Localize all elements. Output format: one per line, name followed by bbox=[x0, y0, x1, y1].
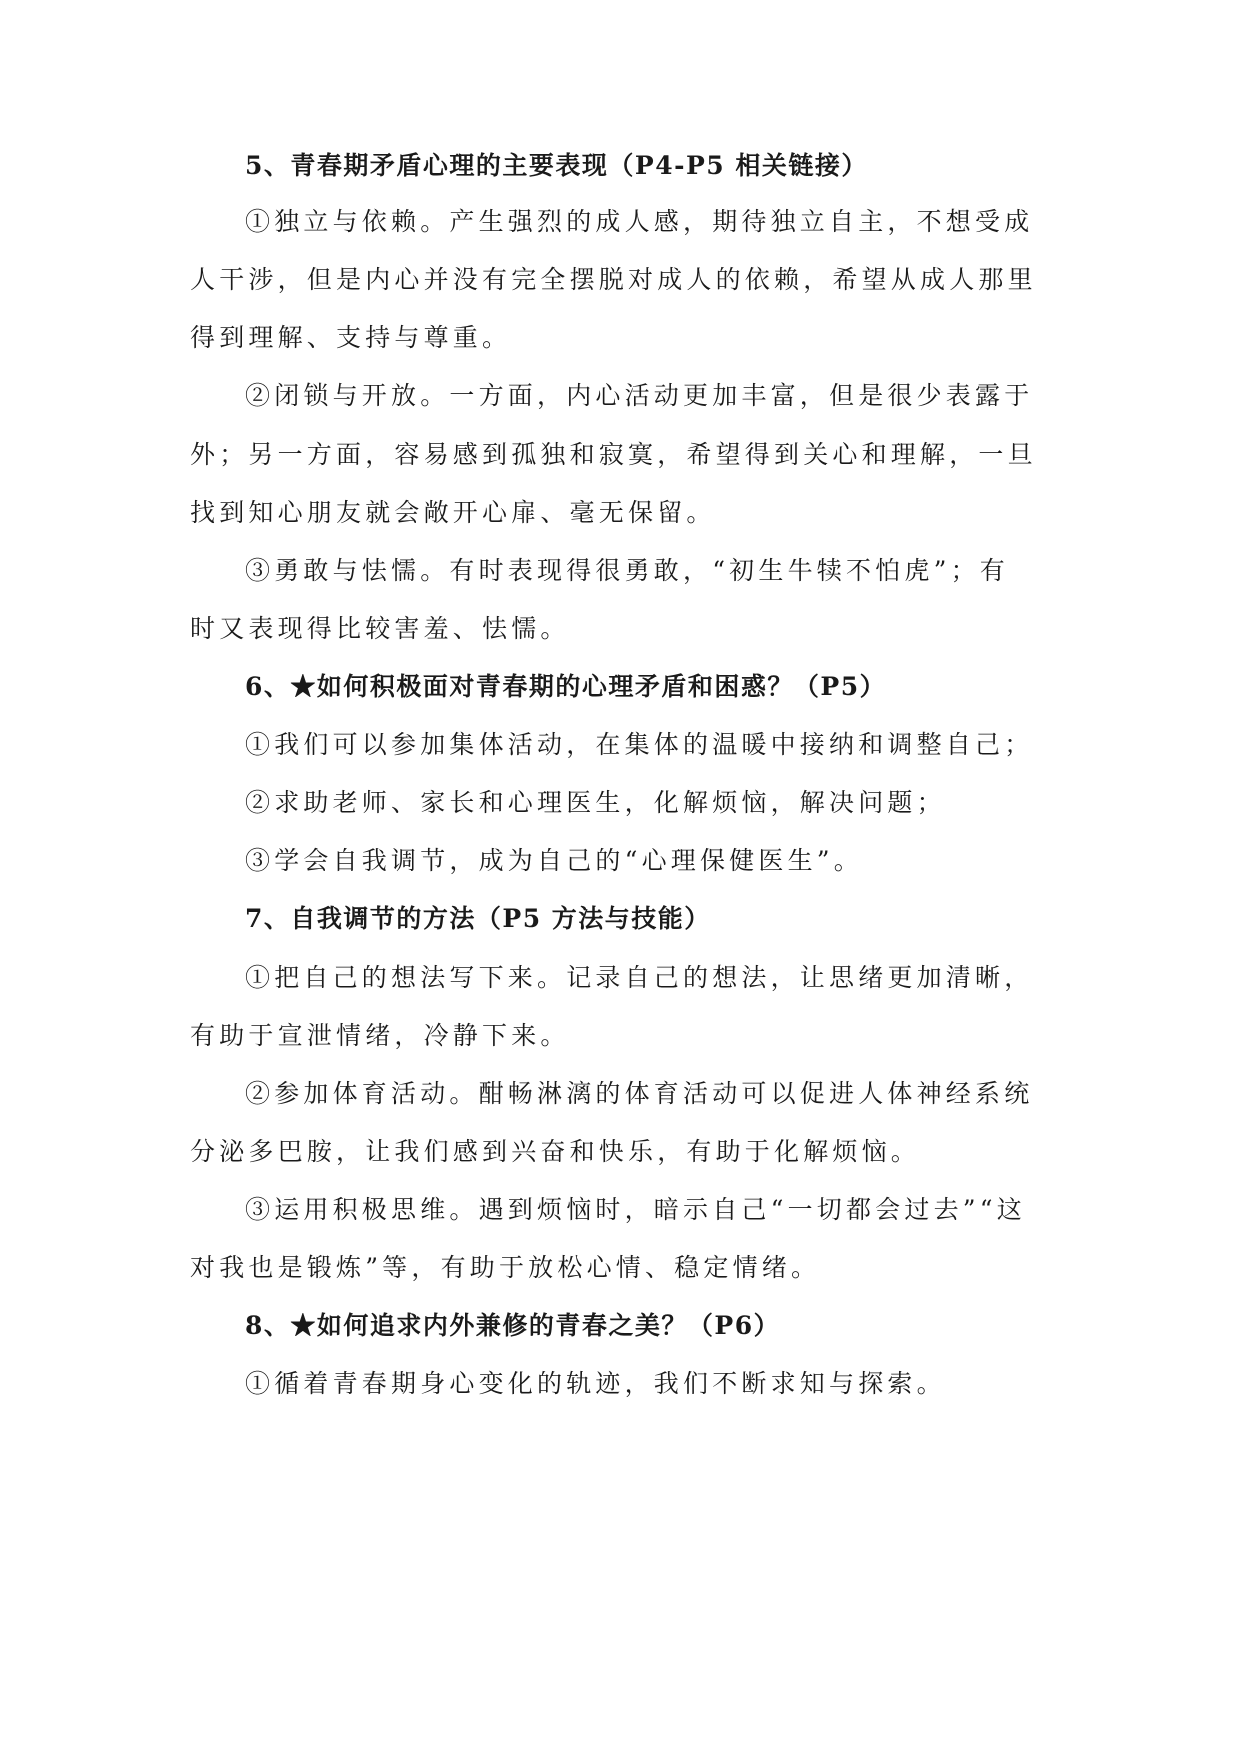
section-6-heading: 6、★如何积极面对青春期的心理矛盾和困惑？（P5） bbox=[245, 672, 887, 701]
section-5-item-2-line-3: 找到知心朋友就会敞开心扉、毫无保留。 bbox=[190, 498, 716, 527]
section-6-item-2: ②求助老师、家长和心理医生，化解烦恼，解决问题； bbox=[245, 788, 946, 817]
section-7-item-2-line-2: 分泌多巴胺，让我们感到兴奋和快乐，有助于化解烦恼。 bbox=[190, 1137, 921, 1166]
section-6-item-1: ①我们可以参加集体活动，在集体的温暖中接纳和调整自己； bbox=[245, 730, 1034, 759]
section-5-item-3-line-1: ③勇敢与怯懦。有时表现得很勇敢，“初生牛犊不怕虎”；有 bbox=[245, 556, 1009, 585]
section-7-item-3-line-1: ③运用积极思维。遇到烦恼时，暗示自己“一切都会过去”“这 bbox=[245, 1195, 1026, 1224]
section-5-item-2-line-1: ②闭锁与开放。一方面，内心活动更加丰富，但是很少表露于 bbox=[245, 381, 1034, 410]
section-5-item-1-line-1: ①独立与依赖。产生强烈的成人感，期待独立自主，不想受成 bbox=[245, 207, 1034, 236]
section-7-item-3-line-2: 对我也是锻炼”等，有助于放松心情、稳定情绪。 bbox=[190, 1253, 821, 1282]
section-8-item-1: ①循着青春期身心变化的轨迹，我们不断求知与探索。 bbox=[245, 1369, 946, 1398]
section-5-heading: 5、青春期矛盾心理的主要表现（P4-P5 相关链接） bbox=[245, 151, 868, 180]
section-5-item-2-line-2: 外；另一方面，容易感到孤独和寂寞，希望得到关心和理解，一旦 bbox=[190, 440, 1037, 469]
section-7-item-1-line-1: ①把自己的想法写下来。记录自己的想法，让思绪更加清晰， bbox=[245, 963, 1034, 992]
section-6-item-3: ③学会自我调节，成为自己的“心理保健医生”。 bbox=[245, 846, 863, 875]
section-5-item-1-line-3: 得到理解、支持与尊重。 bbox=[190, 323, 512, 352]
section-7-item-1-line-2: 有助于宣泄情绪，冷静下来。 bbox=[190, 1021, 570, 1050]
section-7-item-2-line-1: ②参加体育活动。酣畅淋漓的体育活动可以促进人体神经系统 bbox=[245, 1079, 1034, 1108]
section-5-item-1-line-2: 人干涉，但是内心并没有完全摆脱对成人的依赖，希望从成人那里 bbox=[190, 265, 1037, 294]
section-5-item-3-line-2: 时又表现得比较害羞、怯懦。 bbox=[190, 614, 570, 643]
section-8-heading: 8、★如何追求内外兼修的青春之美？（P6） bbox=[245, 1311, 781, 1340]
section-7-heading: 7、自我调节的方法（P5 方法与技能） bbox=[245, 904, 711, 933]
